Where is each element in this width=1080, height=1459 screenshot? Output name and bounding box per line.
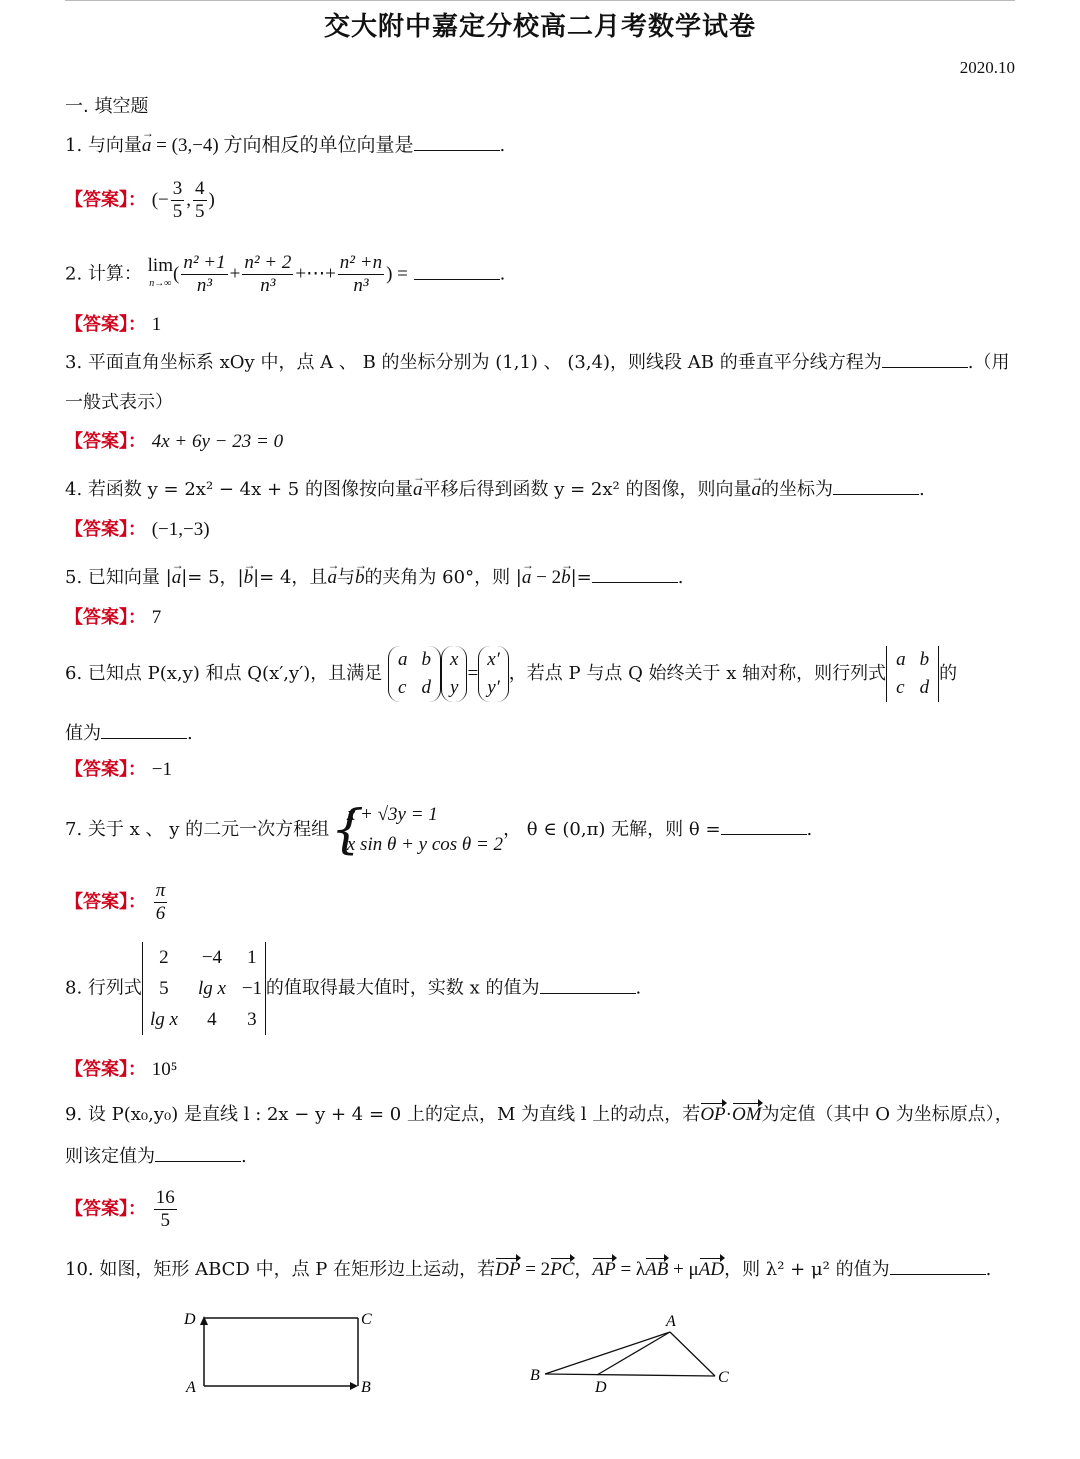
question-7: 7. 关于 x 、 y 的二元一次方程组 { x + √3y = 1 x sin θ + y cos θ = 2 ， θ ∈ (0,π) 无解，则 θ = . bbox=[65, 800, 1018, 860]
answer-blank bbox=[414, 132, 500, 151]
answer-8: 【答案】： 10⁵ bbox=[65, 1059, 178, 1080]
determinant: a b c d bbox=[886, 646, 939, 702]
label-d: D bbox=[184, 1311, 196, 1328]
segment-ac bbox=[670, 1332, 715, 1376]
top-rule bbox=[65, 0, 1015, 1]
exam-date: 2020.10 bbox=[959, 58, 1015, 77]
answer-6: 【答案】： −1 bbox=[65, 759, 172, 780]
answer-blank bbox=[414, 261, 500, 280]
exam-title: 交大附中嘉定分校高二月考数学试卷 bbox=[323, 12, 756, 42]
answer-blank bbox=[833, 476, 919, 495]
answer-blank bbox=[721, 816, 807, 835]
answer-blank bbox=[890, 1256, 986, 1275]
question-6: 6. 已知点 P(x,y) 和点 Q(x′,y′)，且满足 a b c d x y = x′ y′ ，若点 P 与点 Q 始终关于 x 轴对称，则行列式 a b c d 的 bbox=[65, 646, 1018, 702]
question-2: 2. 计算： lim n→∞ ( $\frac{\text{n² +1}}{\text{n³}}$ + $\frac{\text{n² + 2}}{\text{n³}}$ +⋯+ $\frac{\text{n² +n}}{\text{n³}}$ ) = . bbox=[65, 252, 506, 296]
label-b: B bbox=[361, 1379, 371, 1396]
segment-ba bbox=[545, 1332, 670, 1374]
arrow-b bbox=[350, 1382, 358, 1390]
answer-blank bbox=[882, 349, 968, 368]
label-b: B bbox=[530, 1367, 540, 1384]
figure-rectangle bbox=[170, 1300, 390, 1410]
label-c: C bbox=[361, 1311, 372, 1328]
answer-blank bbox=[101, 720, 187, 739]
figure-triangle bbox=[525, 1310, 745, 1400]
answer-blank bbox=[155, 1143, 241, 1162]
matrix: a b c d bbox=[388, 646, 441, 702]
segment-bc bbox=[545, 1374, 715, 1376]
question-1: 1. 与向量→ a = (3,−4) 方向相反的单位向量是 . bbox=[65, 132, 1018, 159]
section-heading: 一. 填空题 bbox=[65, 96, 149, 117]
label-c: C bbox=[718, 1369, 729, 1386]
answer-7: 【答案】： $\frac{\pi}{6}$ bbox=[65, 880, 166, 924]
question-6-cont: 值为 . bbox=[65, 720, 1018, 747]
answer-blank bbox=[540, 975, 636, 994]
label-d: D bbox=[595, 1379, 607, 1396]
equation-system: { x + √3y = 1 x sin θ + y cos θ = 2 bbox=[335, 800, 503, 860]
answer-4: 【答案】： (−1,−3) bbox=[65, 519, 210, 540]
question-9-cont: 则该定值为 . bbox=[65, 1143, 1018, 1170]
answer-1: 【答案】： (− $\frac{3}{5}$ , $\frac{4}{5}$ ) bbox=[65, 178, 215, 222]
label-a: A bbox=[666, 1313, 676, 1330]
answer-blank bbox=[592, 564, 678, 583]
question-8: 8. 行列式 2 −4 1 5 lg x −1 lg x 4 3 的值取得最大值时，实数 x 的值为 . bbox=[65, 942, 1018, 1035]
question-10: 10. 如图，矩形 ABCD 中，点 P 在矩形边上运动，若DP = 2PC，AP = λAB + μAD，则 λ² + μ² 的值为 . bbox=[65, 1256, 1018, 1283]
question-5: 5. 已知向量 |→ a|= 5，|→ b|= 4，且→ a与→ b的夹角为 60°，则 |→ a − 2→ b|= . bbox=[65, 564, 1018, 591]
question-9: 9. 设 P(x₀,y₀) 是直线 l : 2x − y + 4 = 0 上的定点，M 为直线 l 上的动点，若OP·OM为定值（其中 O 为坐标原点）， bbox=[65, 1102, 1018, 1128]
answer-2: 【答案】： 1 bbox=[65, 314, 162, 335]
question-3: 3. 平面直角坐标系 xOy 中，点 A 、 B 的坐标分别为 (1,1) 、 (3,4)，则线段 AB 的垂直平分线方程为 .（用一般式表示） bbox=[65, 343, 1018, 423]
answer-5: 【答案】： 7 bbox=[65, 607, 162, 628]
label-a: A bbox=[186, 1379, 196, 1396]
determinant-3x3: 2 −4 1 5 lg x −1 lg x 4 3 bbox=[142, 942, 266, 1035]
answer-3: 【答案】： 4x + 6y − 23 = 0 bbox=[65, 431, 284, 452]
answer-9: 【答案】： $\frac{16}{5}$ bbox=[65, 1187, 175, 1231]
question-4: 4. 若函数 y = 2x² − 4x + 5 的图像按向量→ a平移后得到函数 y = 2x² 的图像，则向量→ a的坐标为 . bbox=[65, 476, 1018, 503]
